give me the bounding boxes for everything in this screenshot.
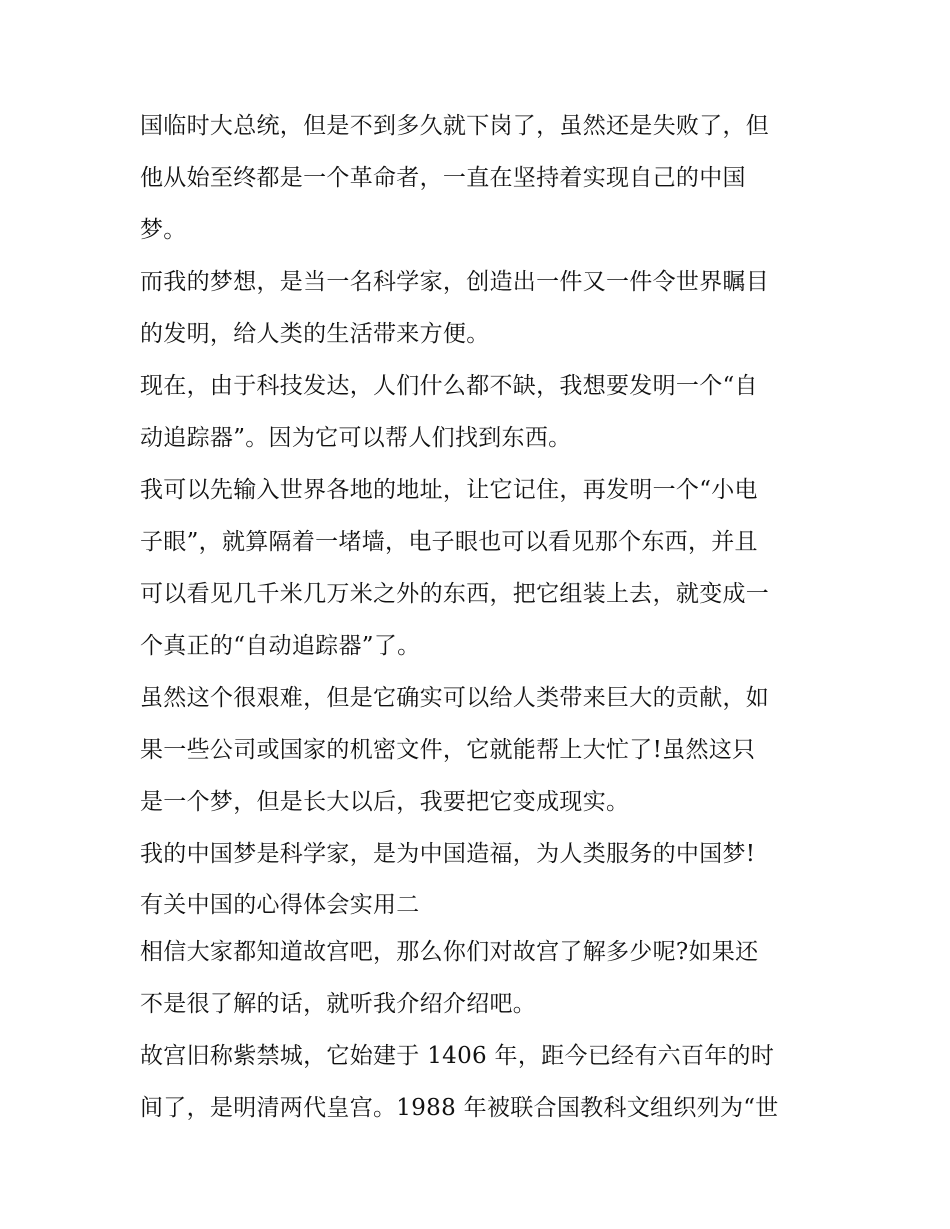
- paragraph-sun-yat-sen: 国临时大总统，但是不到多久就下岗了，虽然还是失败了，但 他从始至终都是一个革命者，一直在坚持着实现自己的中国 梦。: [140, 113, 770, 243]
- paragraph-tracker-details: 我可以先输入世界各地的地址，让它记住，再发明一个“小电 子眼”，就算隔着一堵墙，电子眼也可以看见那个东西，并且 可以看见几千米几万米之外的东西，把它组装上去，就变成一 个真正的“自动追踪器”了。: [140, 477, 770, 659]
- paragraph-my-dream: 而我的梦想，是当一名科学家，创造出一件又一件令世界瞩目 的发明，给人类的生活带来方便。: [140, 269, 770, 347]
- document-body: [140, 100, 820, 1134]
- paragraph-auto-tracker-idea: 现在，由于科技发达，人们什么都不缺，我想要发明一个“自 动追踪器”。因为它可以帮人们找到东西。: [140, 373, 758, 451]
- section-heading: 有关中国的心得体会实用二: [140, 892, 420, 918]
- paragraph-contribution: 虽然这个很艰难，但是它确实可以给人类带来巨大的贡献，如 果一些公司或国家的机密文件，它就能帮上大忙了!虽然这只 是一个梦，但是长大以后，我要把它变成现实。: [140, 685, 770, 815]
- paragraph-forbidden-city-intro: 相信大家都知道故宫吧，那么你们对故宫了解多少呢?如果还 不是很了解的话，就听我介绍介绍吧。: [140, 939, 759, 1017]
- paragraph-china-dream: 我的中国梦是科学家，是为中国造福，为人类服务的中国梦!: [140, 841, 756, 867]
- paragraph-forbidden-city-history: 故宫旧称紫禁城，它始建于 1406 年，距今已经有六百年的时 间了，是明清两代皇宫。1988 年被联合国教科文组织列为“世: [140, 1043, 779, 1121]
